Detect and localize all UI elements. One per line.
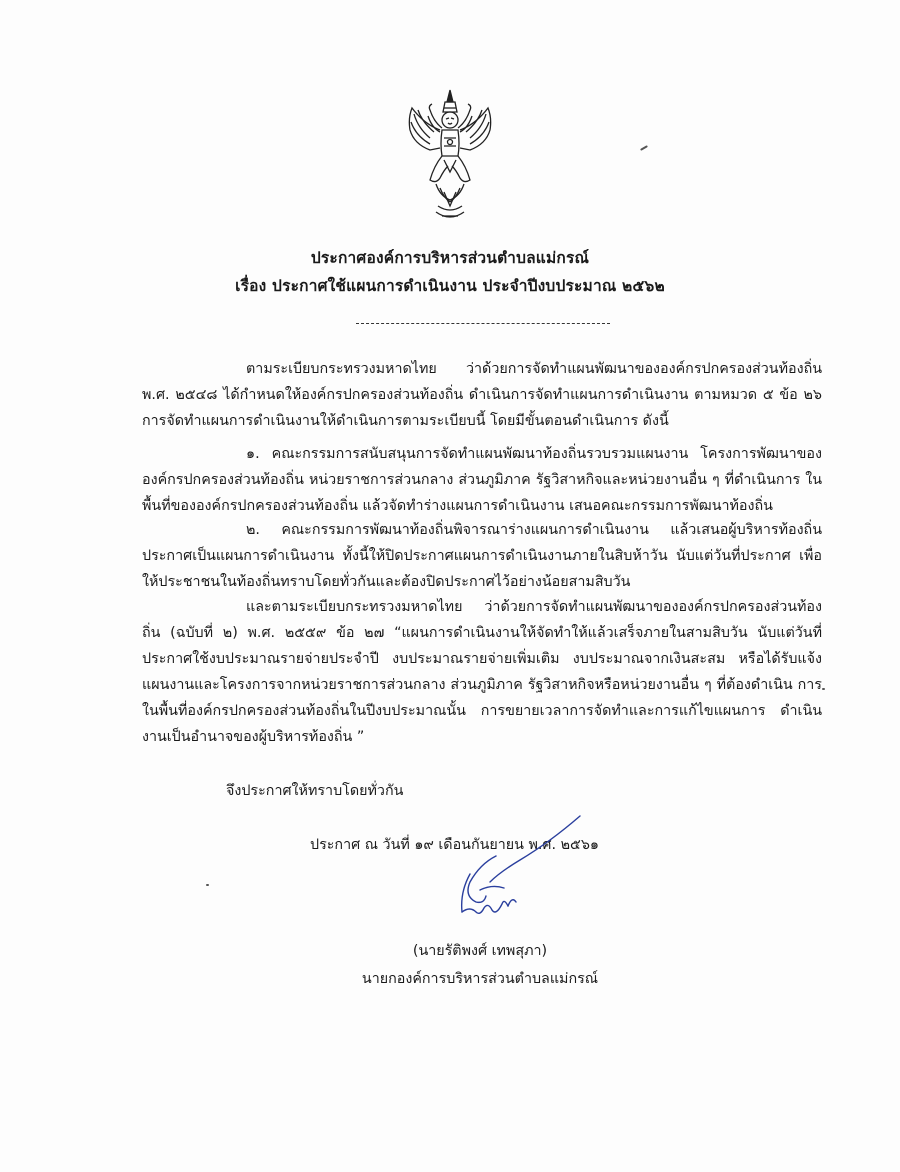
announcement-date: ประกาศ ณ วันที่ ๑๙ เดือนกันยายน พ.ศ. ๒๕๖๑: [310, 837, 599, 853]
signer-name: (นายรัติพงศ์ เทพสุภา): [412, 943, 548, 959]
title-divider: [356, 323, 610, 324]
announcement-line: จึงประกาศให้ทราบโดยทั่วกัน: [226, 783, 404, 799]
document-subject: เรื่อง ประกาศใช้แผนการดำเนินงาน ประจำปีงบประมาณ ๒๕๖๒: [235, 277, 665, 295]
document-title: ประกาศองค์การบริหารส่วนตำบลแม่กรณ์: [310, 249, 590, 267]
body-paragraph: และตามระเบียบกระทรวงมหาดไทย ว่าด้วยการจัดทำแผนพัฒนาขององค์กรปกครองส่วนท้อง ถิ่น (ฉบับที่ ๒) พ.ศ. ๒๕๕๙ ข้อ ๒๗ “แผนการดำเนินงานให้จัดทำให้แล้วเสร็จภายในสามสิบวัน นับแต่วันที่ ประกาศใช้งบประมาณรายจ่ายประจำปี งบประมาณรายจ่ายเพิ่มเติม งบประมาณจากเงินสะสม หรือได้รับแจ้ง แผนงานและโครงการจากหน่วยราชการส่วนกลาง ส่วนภูมิภาค รัฐวิสาหกิจหรือหน่วยงานอื่น ๆ ที่ต้องดำเนิน การในพื้นที่องค์กรปกครองส่วนท้องถิ่นในปีงบประมาณนั้น การขยายเวลาการจัดทำและการแก้ไขแผนการ ดำเนินงานเป็นอำนาจของผู้บริหารท้องถิ่น ”: [142, 599, 822, 745]
paper-speck: [640, 145, 648, 151]
garuda-emblem-icon: [400, 88, 500, 226]
paper-speck: [822, 688, 825, 690]
paper-speck: [206, 884, 209, 886]
signer-position: นายกองค์การบริหารส่วนตำบลแม่กรณ์: [361, 971, 599, 987]
body-paragraph: ๒. คณะกรรมการพัฒนาท้องถิ่นพิจารณาร่างแผนการดำเนินงาน แล้วเสนอผู้บริหารท้องถิ่น ประกาศเป็นแผนการดำเนินงาน ทั้งนี้ให้ปิดประกาศแผนการดำเนินงานภายในสิบห้าวัน นับแต่วันที่ประกาศ เพื่อให้ประชาชนในท้องถิ่นทราบโดยทั่วกันและต้องปิดประกาศไว้อย่างน้อยสามสิบวัน: [142, 522, 822, 590]
handwritten-signature-icon: [440, 812, 590, 924]
body-paragraph: ตามระเบียบกระทรวงมหาดไทย ว่าด้วยการจัดทำแผนพัฒนาขององค์กรปกครองส่วนท้องถิ่น พ.ศ. ๒๕๔๘ ได้กำหนดให้องค์กรปกครองส่วนท้องถิ่น ดำเนินการจัดทำแผนการดำเนินงาน ตามหมวด ๕ ข้อ ๒๖ การจัดทำแผนการดำเนินงานให้ดำเนินการตามระเบียบนี้ โดยมีขั้นตอนดำเนินการ ดังนี้: [142, 361, 822, 429]
body-paragraph: ๑. คณะกรรมการสนับสนุนการจัดทำแผนพัฒนาท้องถิ่นรวบรวมแผนงาน โครงการพัฒนาของ องค์กรปกครองส่วนท้องถิ่น หน่วยราชการส่วนกลาง ส่วนภูมิภาค รัฐวิสาหกิจและหน่วยงานอื่น ๆ ที่ดำเนินการ ในพื้นที่ขององค์กรปกครองส่วนท้องถิ่น แล้วจัดทำร่างแผนการดำเนินงาน เสนอคณะกรรมการพัฒนาท้องถิ่น: [142, 446, 822, 514]
